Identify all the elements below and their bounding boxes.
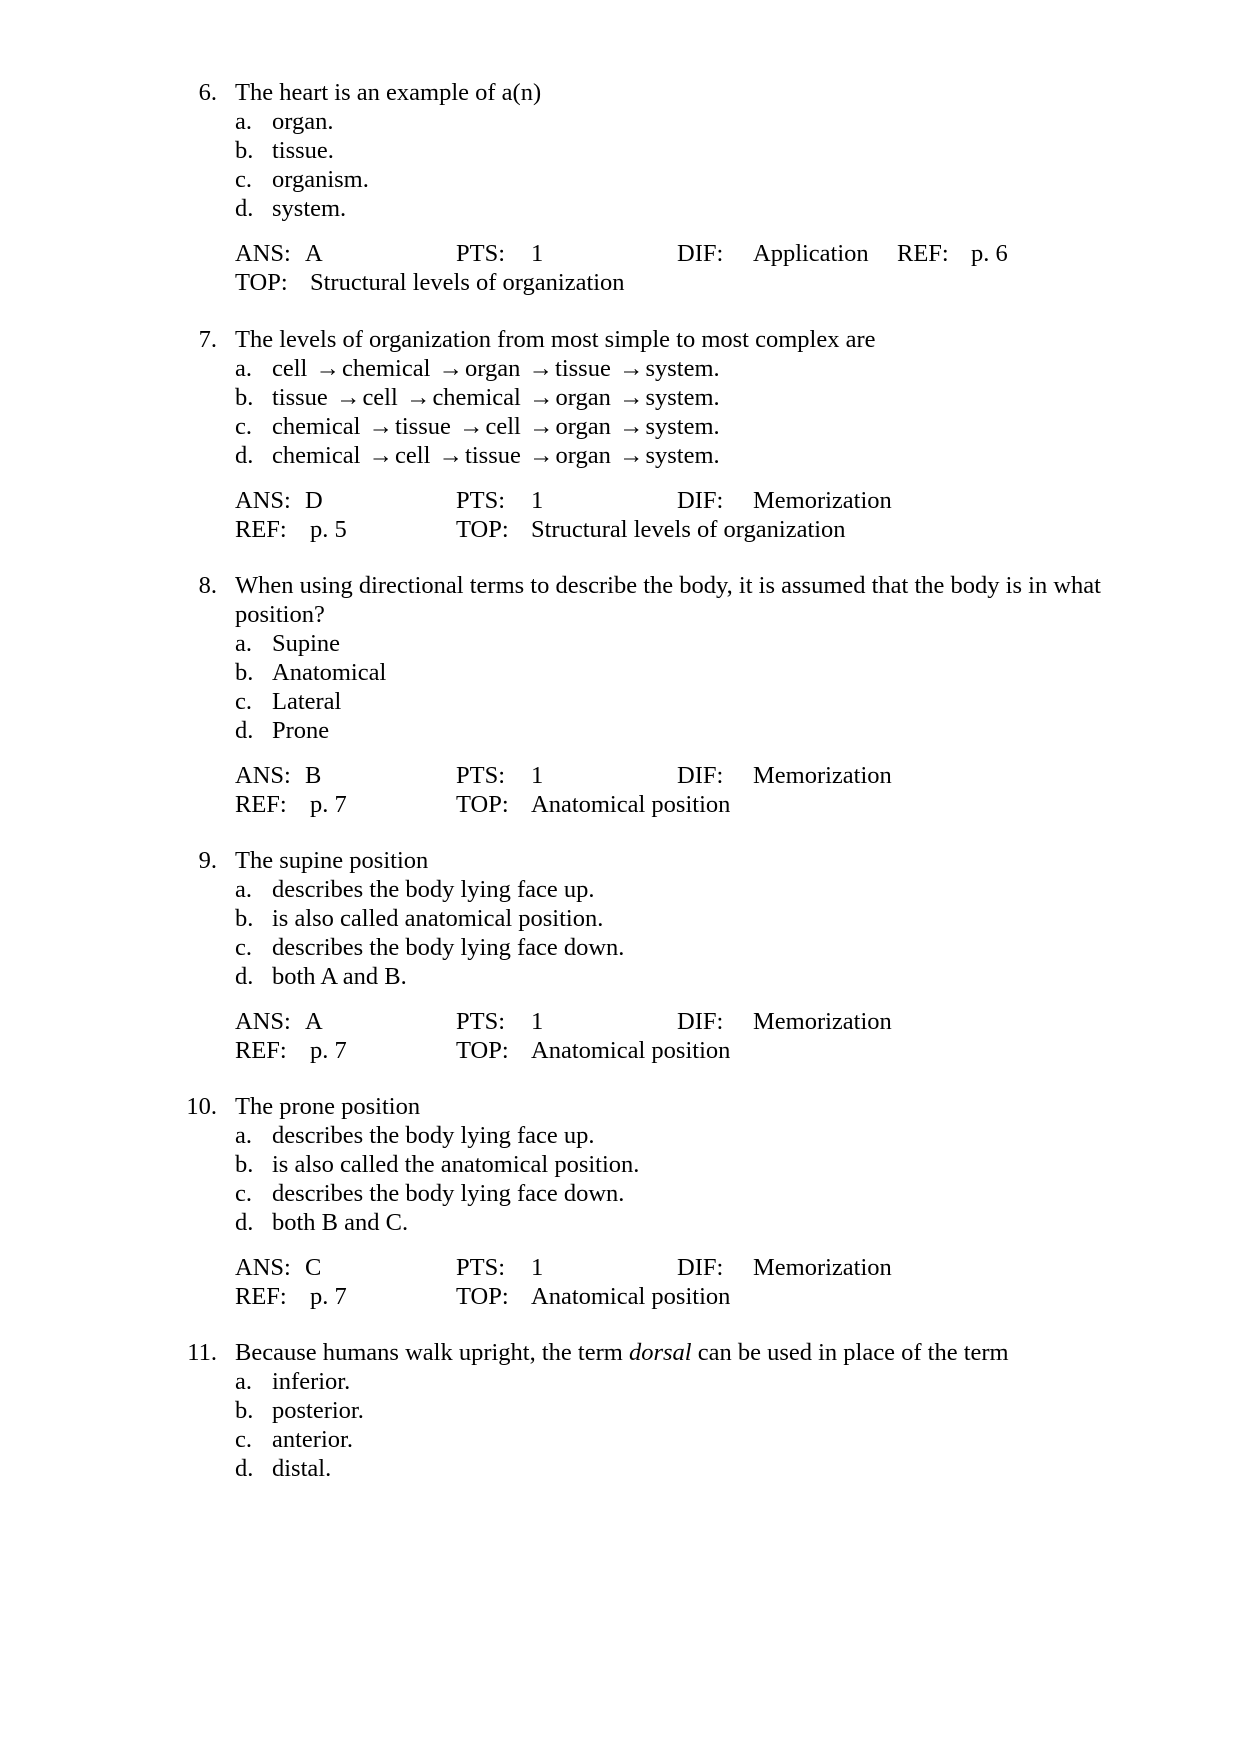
question-number: 6. [198,79,217,106]
choice-text [272,383,720,412]
choice-text: Prone [272,717,330,744]
level-step: system. [645,355,720,382]
question-text-italic-term: dorsal [628,1339,692,1366]
arrow-icon: → [438,442,464,469]
dif-label: DIF: [677,240,724,267]
ans-value: A [305,240,323,267]
choice-letter: c. [235,1180,252,1207]
choice-letter: b. [235,659,254,686]
ref-label: REF: [235,1037,287,1064]
arrow-icon: → [368,413,394,440]
dif-value: Memorization [753,1008,892,1035]
ref-label: REF: [897,240,949,267]
level-step: cell [395,442,431,469]
choice-letter: a. [235,1122,252,1149]
arrow-icon: → [368,442,394,469]
choice-letter: c. [235,166,252,193]
top-value: Anatomical position [531,791,731,818]
question-number: 11. [187,1339,217,1366]
question-text: The levels of organization from most simple to most complex are [235,326,876,353]
pts-value: 1 [531,1008,544,1035]
choice-letter: b. [235,137,254,164]
arrow-icon: → [528,442,554,469]
ans-value: A [305,1008,323,1035]
question-number: 8. [198,572,217,599]
dif-label: DIF: [677,1008,724,1035]
choice-letter: c. [235,1426,252,1453]
dif-value: Memorization [753,1254,892,1281]
ans-label: ANS: [235,1254,291,1281]
answer-meta-row-1 [235,1253,1135,1282]
pts-label: PTS: [456,1254,506,1281]
choice-text: organ. [272,108,334,135]
level-step: system. [645,442,720,469]
arrow-icon: → [458,413,484,440]
top-label: TOP: [456,1037,509,1064]
choice-text [272,354,720,383]
choice-text: Lateral [272,688,342,715]
question-text-line-1: When using directional terms to describe the body, it is assumed that the body is in what [235,572,1101,599]
answer-meta-row-2 [235,515,1135,544]
top-label: TOP: [235,269,288,296]
choice-letter: a. [235,630,252,657]
pts-value: 1 [531,487,544,514]
ans-label: ANS: [235,762,291,789]
ans-value: B [305,762,322,789]
dif-label: DIF: [677,762,724,789]
arrow-icon: → [618,384,644,411]
choice-letter: d. [235,1455,254,1482]
ref-label: REF: [235,1283,287,1310]
choice-text: describes the body lying face up. [272,1122,595,1149]
arrow-icon: → [618,355,644,382]
choice-letter: d. [235,963,254,990]
pts-value: 1 [531,762,544,789]
level-step: organ [465,355,521,382]
choice-text: tissue. [272,137,334,164]
choice-text: anterior. [272,1426,353,1453]
question-number: 9. [198,847,217,874]
dif-label: DIF: [677,487,724,514]
choice-letter: a. [235,1368,252,1395]
choice-text: describes the body lying face down. [272,1180,625,1207]
pts-label: PTS: [456,240,506,267]
choice-text: distal. [272,1455,332,1482]
level-step: cell [485,413,521,440]
level-step: chemical [432,384,521,411]
dif-value: Memorization [753,762,892,789]
ans-label: ANS: [235,1008,291,1035]
choice-letter: b. [235,1397,254,1424]
pts-label: PTS: [456,1008,506,1035]
top-label: TOP: [456,791,509,818]
choice-text: both A and B. [272,963,407,990]
choice-text: describes the body lying face up. [272,876,595,903]
ans-label: ANS: [235,240,291,267]
choice-letter: a. [235,876,252,903]
choice-letter: c. [235,934,252,961]
answer-meta-row-2 [235,1036,1135,1065]
ans-value: C [305,1254,322,1281]
answer-meta-row-1 [235,239,1135,268]
choice-letter: c. [235,688,252,715]
level-step: organ [555,413,611,440]
dif-value: Application [753,240,869,267]
answer-meta-row-1 [235,486,1135,515]
ref-value: p. 7 [310,791,347,818]
choice-text: is also called anatomical position. [272,905,604,932]
choice-letter: d. [235,1209,254,1236]
question-text: The supine position [235,847,429,874]
arrow-icon: → [618,442,644,469]
pts-value: 1 [531,1254,544,1281]
ref-value: p. 7 [310,1037,347,1064]
pts-value: 1 [531,240,544,267]
question-text [235,1338,1135,1367]
level-step: cell [272,355,308,382]
level-step: cell [362,384,398,411]
answer-meta-row-2 [235,1282,1135,1311]
top-value: Anatomical position [531,1037,731,1064]
ans-value: D [305,487,323,514]
choice-letter: c. [235,413,252,440]
arrow-icon: → [405,384,431,411]
pts-label: PTS: [456,487,506,514]
choice-letter: d. [235,442,254,469]
question-text-after: can be used in place of the term [697,1339,1009,1366]
choice-letter: d. [235,195,254,222]
choice-text [272,412,720,441]
choice-text [272,441,720,470]
choice-letter: a. [235,108,252,135]
question-text-before: Because humans walk upright, the term [235,1339,623,1366]
choice-text: Anatomical [272,659,387,686]
level-step: organ [555,442,611,469]
level-step: chemical [272,442,361,469]
level-step: chemical [342,355,431,382]
choice-text: Supine [272,630,341,657]
level-step: tissue [555,355,611,382]
arrow-icon: → [528,413,554,440]
choice-letter: a. [235,355,252,382]
level-step: tissue [272,384,328,411]
ref-value: p. 7 [310,1283,347,1310]
arrow-icon: → [528,384,554,411]
question-number: 7. [198,326,217,353]
level-step: tissue [395,413,451,440]
top-label: TOP: [456,1283,509,1310]
level-step: chemical [272,413,361,440]
level-step: system. [645,413,720,440]
choice-text: organism. [272,166,369,193]
arrow-icon: → [528,355,554,382]
ref-label: REF: [235,791,287,818]
question-text: The prone position [235,1093,421,1120]
level-step: organ [555,384,611,411]
question-text-line-2: position? [235,601,325,628]
level-step: system. [645,384,720,411]
top-label: TOP: [456,516,509,543]
arrow-icon: → [618,413,644,440]
choice-letter: b. [235,1151,254,1178]
question-number: 10. [186,1093,217,1120]
choice-text: system. [272,195,347,222]
arrow-icon: → [315,355,340,382]
choice-letter: d. [235,717,254,744]
ans-label: ANS: [235,487,291,514]
ref-label: REF: [235,516,287,543]
arrow-icon: → [438,355,464,382]
level-step: tissue [465,442,521,469]
answer-meta-row-2 [235,268,1135,297]
choice-letter: b. [235,384,254,411]
dif-value: Memorization [753,487,892,514]
pts-label: PTS: [456,762,506,789]
choice-text: inferior. [272,1368,351,1395]
choice-text: describes the body lying face down. [272,934,625,961]
choice-letter: b. [235,905,254,932]
ref-value: p. 5 [310,516,347,543]
top-value: Anatomical position [531,1283,731,1310]
choice-text: is also called the anatomical position. [272,1151,640,1178]
top-value: Structural levels of organization [531,516,846,543]
choice-text: posterior. [272,1397,364,1424]
dif-label: DIF: [677,1254,724,1281]
arrow-icon: → [335,384,361,411]
top-value: Structural levels of organization [310,269,625,296]
ref-value: p. 6 [971,240,1008,267]
choice-text: both B and C. [272,1209,409,1236]
answer-meta-row-1 [235,1007,1135,1036]
question-text: The heart is an example of a(n) [235,79,542,106]
answer-meta-row-2 [235,790,1135,819]
answer-meta-row-1 [235,761,1135,790]
